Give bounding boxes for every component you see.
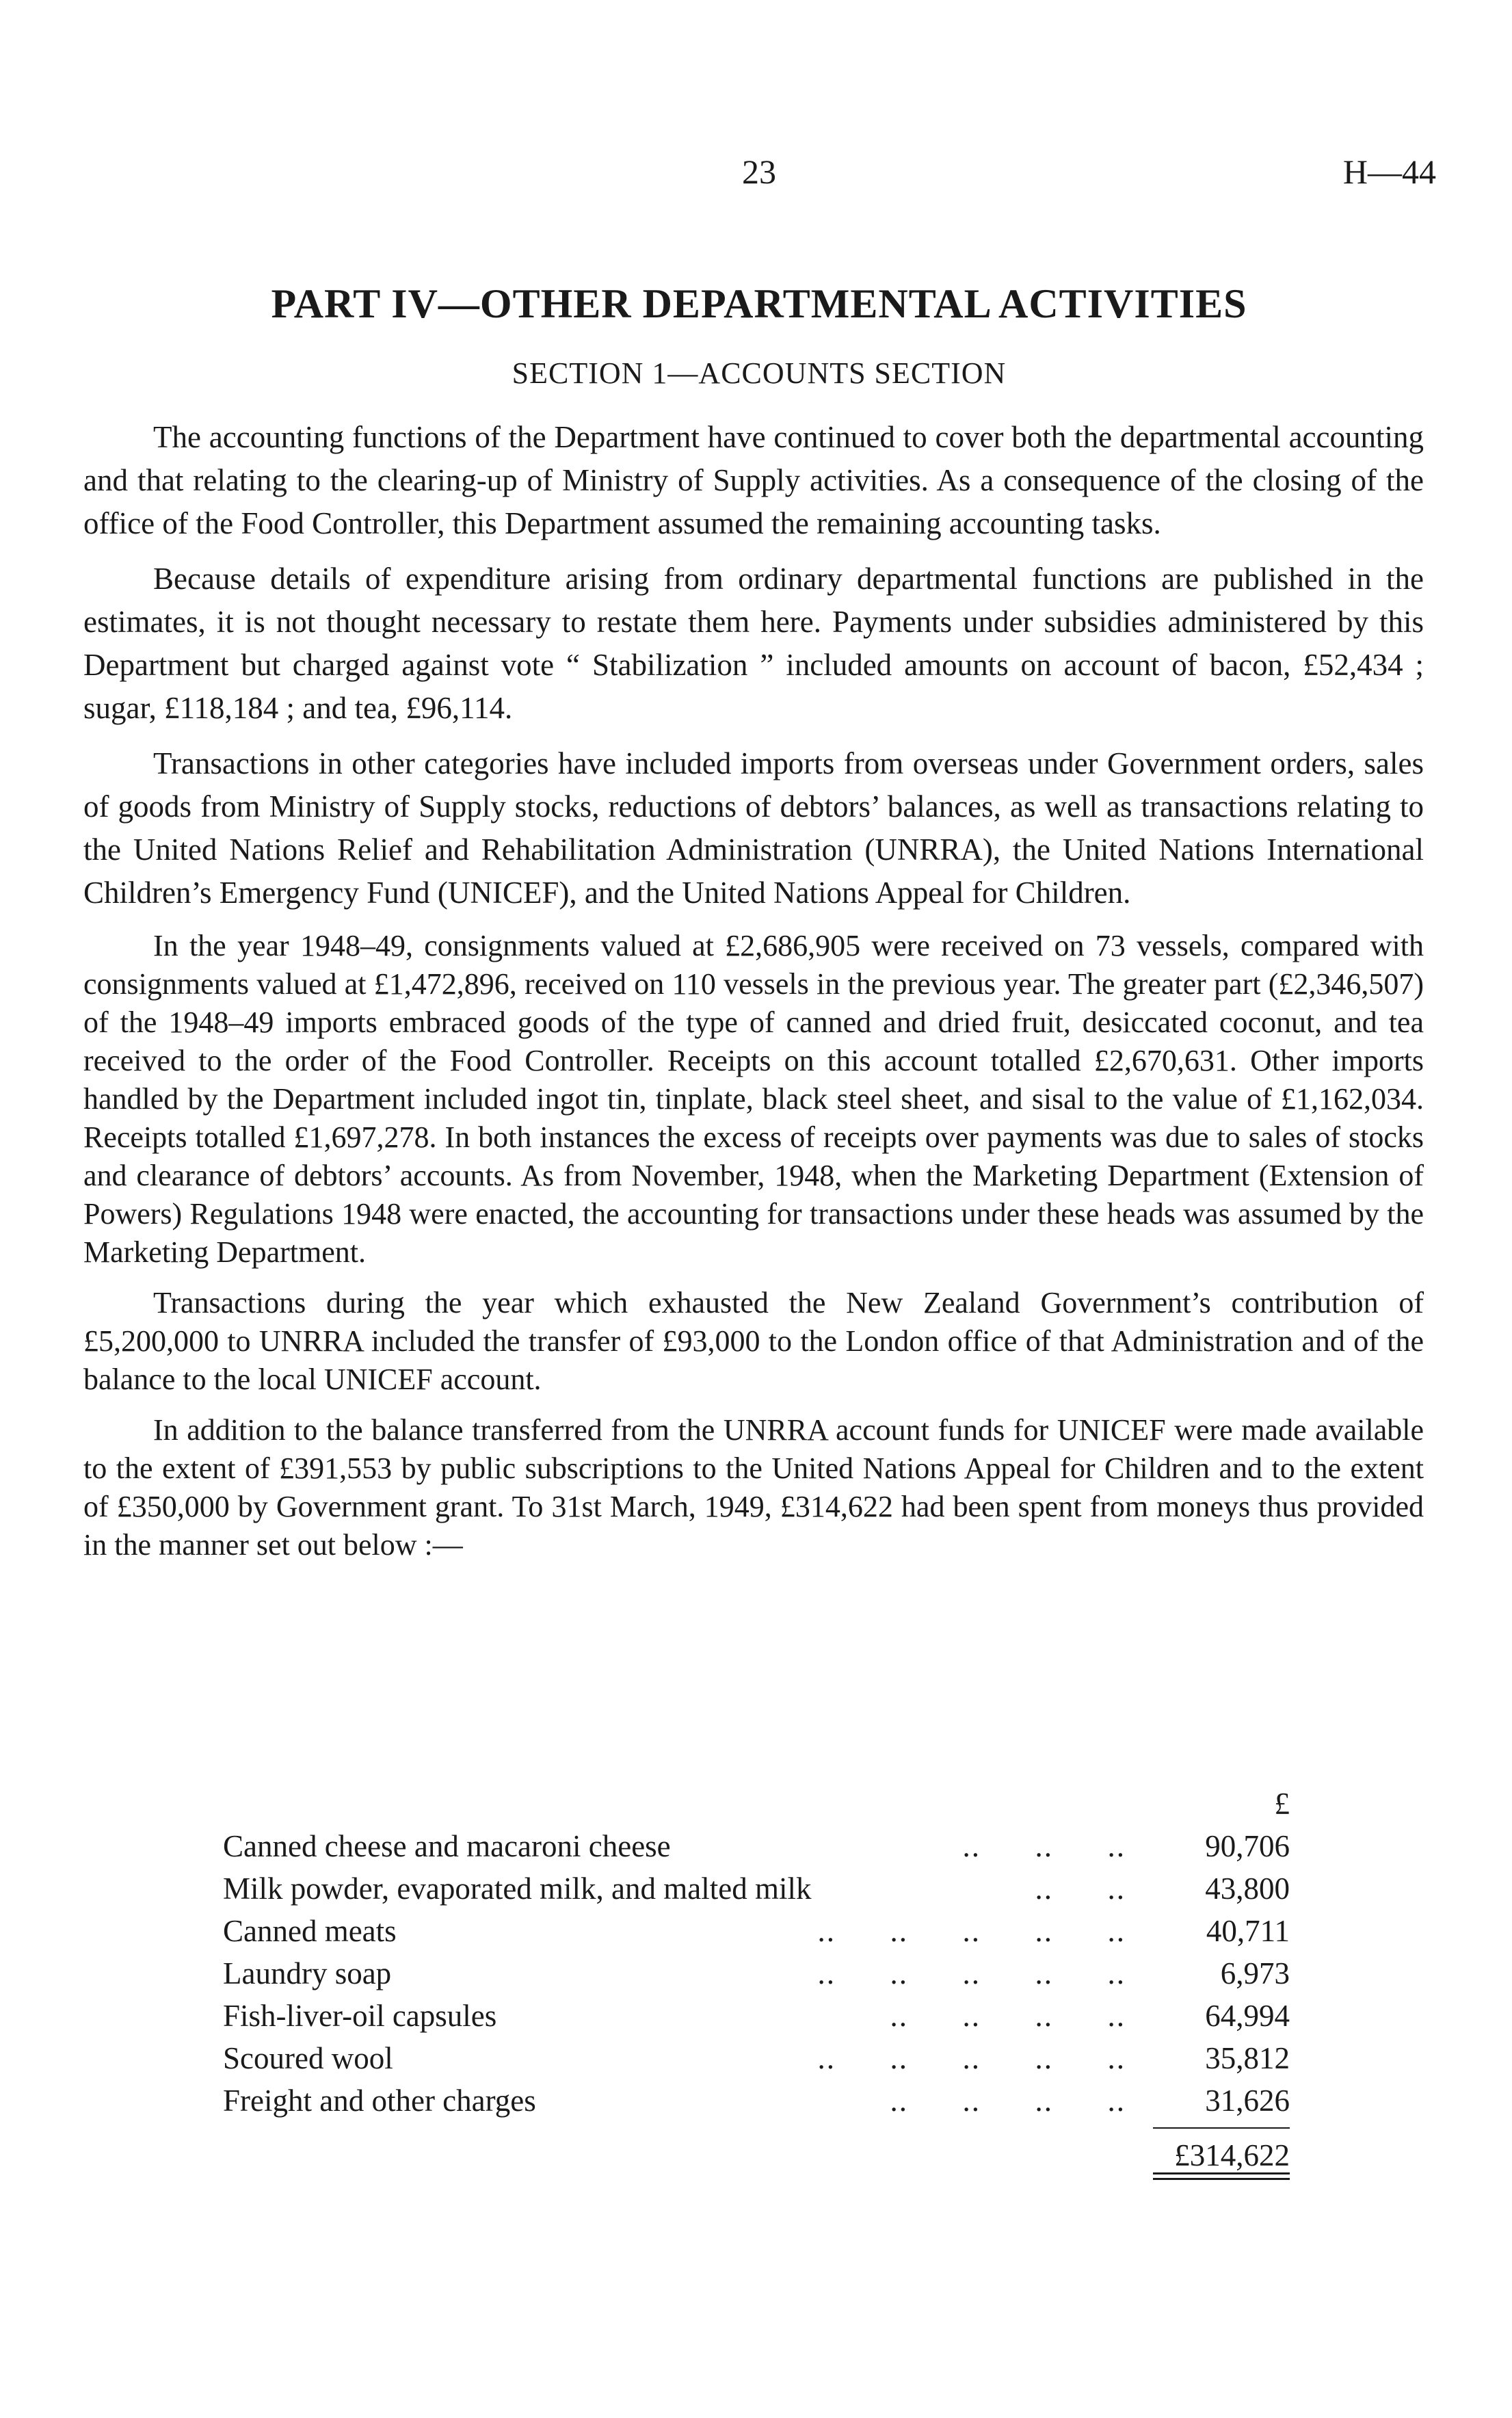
item-amount: 6,973 (1220, 1956, 1290, 1990)
paragraph-unicef-funds: In addition to the balance transferred from the UNRRA account funds for UNICEF were made available to the extent of £391,553 by public subscriptions to the United Nations Appeal for Children and to the extent of £350,000 by Government grant. To 31st March, 1949, £314,622 had been spent from moneys thus provided in the manner set out below :— (83, 1413, 1424, 1562)
subtotal-rule (1153, 2127, 1290, 2129)
total-row (223, 2122, 1290, 2170)
double-rule (223, 2170, 1290, 2190)
table-row (223, 1825, 1290, 1867)
currency-column-header: £ (1274, 1787, 1290, 1821)
item-label: Scoured wool (223, 2041, 393, 2075)
table-row (223, 1952, 1290, 1995)
paragraph-other-transactions: Transactions in other categories have included imports from overseas under Government orders, sales of goods from Ministry of Supply stocks, reductions of debtors’ balances, as well as transactions relating to the United Nations Relief and Rehabilitation Administration (UNRRA), the United Nations International Children’s Emergency Fund (UNICEF), and the United Nations Appeal for Children. (83, 746, 1424, 910)
dot-leader: .. .. .. .. .. (817, 1914, 1126, 1948)
table-row (223, 2079, 1290, 2122)
total-amount: £314,622 (1174, 2138, 1290, 2172)
item-label: Freight and other charges (223, 2084, 536, 2118)
expenditure-table (223, 1783, 1290, 2190)
paragraph-subsidies: Because details of expenditure arising from ordinary departmental functions are published in the estimates, it is not thought necessary to restate them here. Payments under subsidies administered by this Department but charged against vote “ Stabilization ” included amounts on account of bacon, £52,434 ; sugar, £118,184 ; and tea, £96,114. (83, 562, 1424, 725)
page-number: 23 (742, 153, 776, 191)
dot-leader: .. .. .. (962, 1829, 1126, 1863)
section-title: SECTION 1—ACCOUNTS SECTION (512, 356, 1007, 390)
item-amount: 90,706 (1205, 1829, 1290, 1863)
dot-leader: .. .. .. .. (890, 2084, 1126, 2118)
item-amount: 35,812 (1205, 2041, 1290, 2075)
table-row (223, 2037, 1290, 2079)
table-row (223, 1867, 1290, 1910)
paragraph-consignments: In the year 1948–49, consignments valued at £2,686,905 were received on 73 vessels, compared with consignments valued at £1,472,896, received on 110 vessels in the previous year. The greater part (£2,346,507) of the 1948–49 imports embraced goods of the type of canned and dried fruit, desiccated coconut, and tea received to the order of the Food Controller. Receipts on this account totalled £2,670,631. Other imports handled by the Department included ingot tin, tinplate, black steel sheet, and sisal to the value of £1,162,034. Receipts totalled £1,697,278. In both instances the excess of receipts over payments was due to sales of stocks and clearance of debtors’ accounts. As from November, 1948, when the Marketing Department (Extension of Powers) Regulations 1948 were enacted, the accounting for transactions under these heads was assumed by the Marketing Department. (83, 929, 1424, 1269)
dot-leader: .. .. .. .. .. (817, 2041, 1126, 2075)
body-text (83, 416, 1424, 1577)
dot-leader: .. .. (1035, 1871, 1126, 1906)
item-label: Laundry soap (223, 1956, 392, 1990)
item-amount: 64,994 (1205, 1999, 1290, 2033)
item-amount: 43,800 (1205, 1871, 1290, 1906)
document-reference: H—44 (1342, 153, 1436, 191)
paragraph-unrra-contribution: Transactions during the year which exhausted the New Zealand Government’s contribution of £5,200,000 to UNRRA included the transfer of £93,000 to the London office of that Administration and of the balance to the local UNICEF account. (83, 1286, 1424, 1396)
part-title: PART IV—OTHER DEPARTMENTAL ACTIVITIES (271, 281, 1247, 326)
item-amount: 40,711 (1206, 1914, 1290, 1948)
table-row (223, 1995, 1290, 2037)
paragraph-accounting-functions: The accounting functions of the Department have continued to cover both the departmental accounting and that relating to the clearing-up of Ministry of Supply activities. As a consequence of the closing of the office of the Food Controller, this Department assumed the remaining accounting tasks. (83, 420, 1424, 540)
table-row (223, 1910, 1290, 1952)
double-rule-lower (1153, 2178, 1290, 2180)
dot-leader: .. .. .. .. .. (817, 1956, 1126, 1990)
item-label: Canned cheese and macaroni cheese (223, 1829, 671, 1863)
dot-leader: .. .. .. .. (890, 1999, 1126, 2033)
double-rule-upper (1153, 2172, 1290, 2174)
item-label: Milk powder, evaporated milk, and malted milk (223, 1871, 812, 1906)
item-label: Fish-liver-oil capsules (223, 1999, 497, 2033)
item-amount: 31,626 (1205, 2084, 1290, 2118)
item-label: Canned meats (223, 1914, 397, 1948)
